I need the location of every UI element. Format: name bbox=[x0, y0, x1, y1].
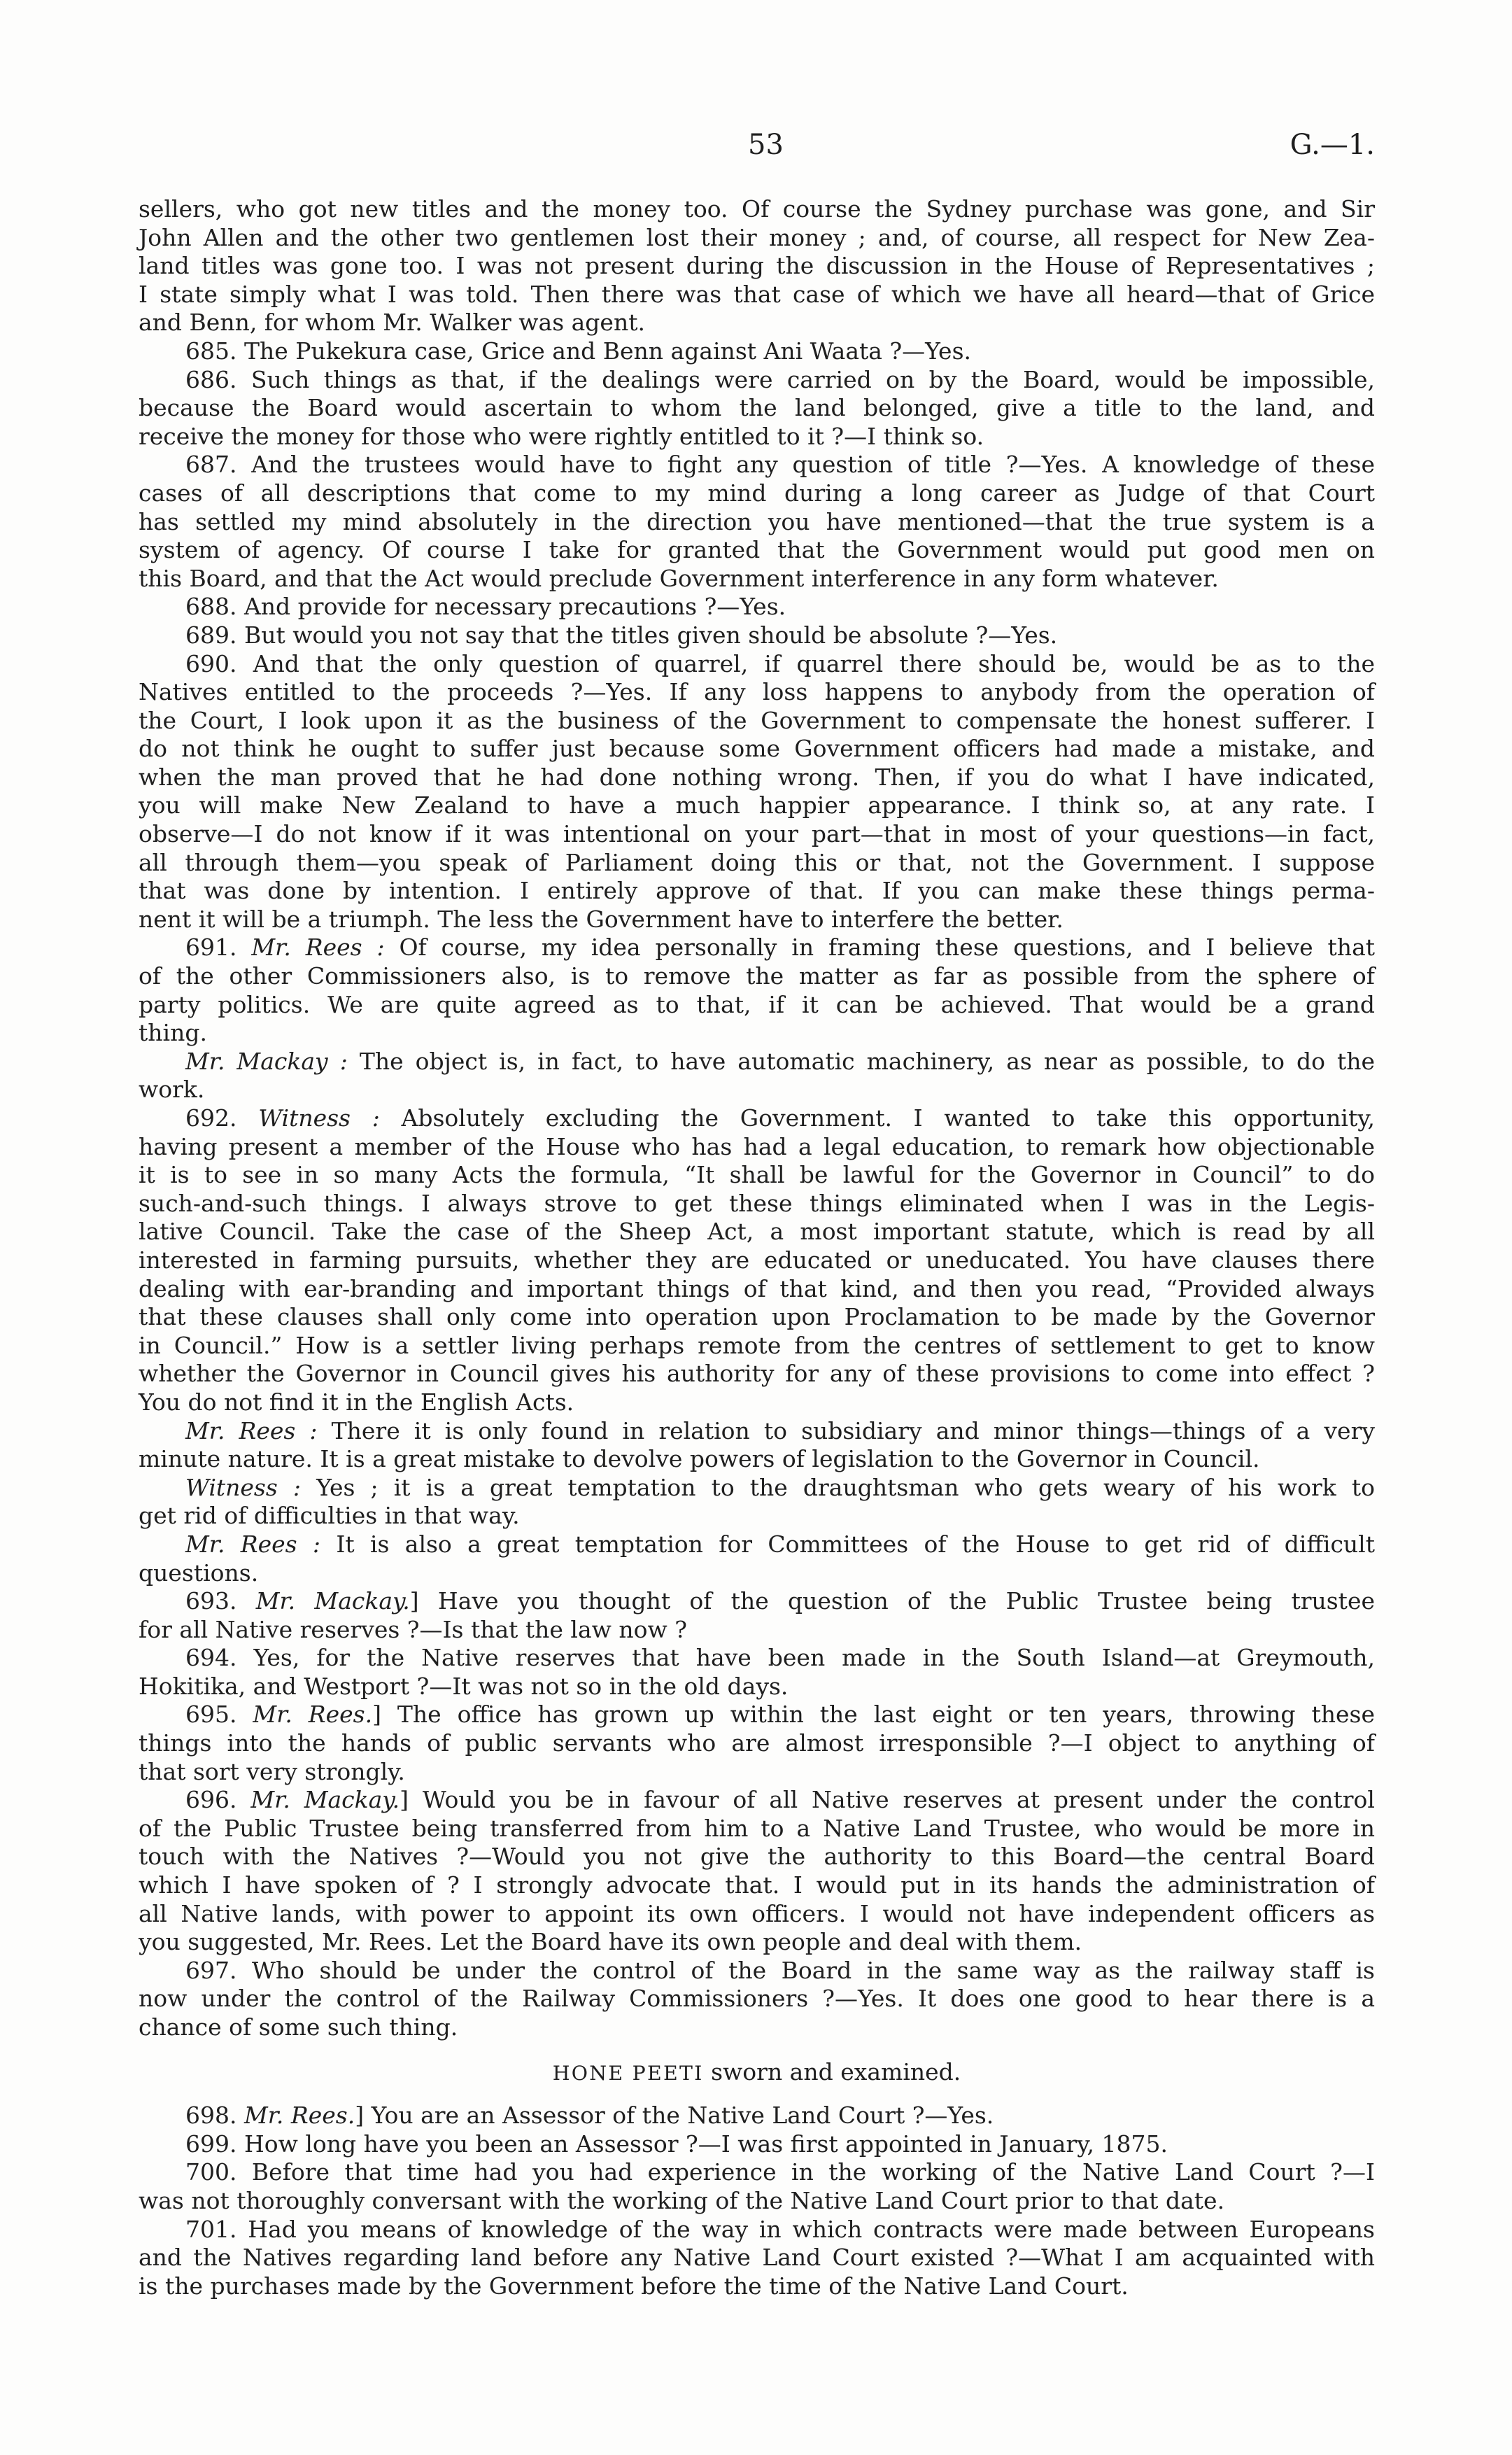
text-line: 694. Yes, for the Native reserves that have been made in the South Island—at Greymouth, bbox=[185, 1644, 1375, 1672]
text-line bbox=[139, 2102, 1375, 2130]
text-segment: ] You are an Assessor of the Native Land Court ?—Yes. bbox=[355, 2102, 994, 2130]
text-line: system of agency. Of course I take for granted that the Government would put good men on bbox=[139, 536, 1375, 564]
text-segment: There it is only found in relation to subsidiary and minor things—things of a very bbox=[317, 1416, 1375, 1444]
paragraph bbox=[139, 2130, 1375, 2159]
text-segment: ] Would you be in favour of all Native reserves at present under the control bbox=[400, 1786, 1375, 1814]
speaker-label: Mr. Rees : bbox=[251, 934, 385, 962]
text-line: thing. bbox=[139, 1019, 207, 1047]
text-line: chance of some such thing. bbox=[139, 2013, 458, 2041]
text-segment: 693. bbox=[185, 1587, 256, 1615]
text-line: that sort very strongly. bbox=[139, 1757, 405, 1785]
document-reference: G.—1. bbox=[1290, 129, 1375, 161]
paragraph bbox=[139, 1644, 1375, 1701]
text-segment: 696. bbox=[185, 1786, 251, 1814]
paragraph bbox=[139, 1417, 1375, 1474]
text-line: party politics. We are quite agreed as to that, if it can be achieved. That would be a grand bbox=[139, 990, 1375, 1018]
paragraph bbox=[139, 1474, 1375, 1531]
text-line: has settled my mind absolutely in the direction you have mentioned—that the true system is a bbox=[139, 507, 1375, 535]
text-line bbox=[139, 1587, 1375, 1616]
paragraph bbox=[139, 337, 1375, 366]
text-line: in Council.” How is a settler living perhaps remote from the centres of settlement to get to know bbox=[139, 1331, 1375, 1359]
text-line: 689. But would you not say that the titles given should be absolute ?—Yes. bbox=[185, 621, 1058, 649]
paragraph bbox=[139, 1104, 1375, 1417]
text-line bbox=[139, 1474, 1375, 1503]
text-segment: ] The office has grown up within the last eight or ten years, throwing these bbox=[372, 1701, 1375, 1729]
text-line: the Court, I look upon it as the business of the Government to compensate the honest sufferer. I bbox=[139, 706, 1375, 734]
text-segment: It is also a great temptation for Committees of the House to get rid of difficult bbox=[320, 1530, 1375, 1558]
text-line: now under the control of the Railway Commissioners ?—Yes. It does one good to hear there is a bbox=[139, 1985, 1375, 2013]
text-line: things into the hands of public servants who are almost irresponsible ?—I object to anything of bbox=[139, 1729, 1375, 1757]
paragraph bbox=[139, 195, 1375, 337]
paragraph bbox=[139, 593, 1375, 621]
text-line: you suggested, Mr. Rees. Let the Board have its own people and deal with them. bbox=[139, 1928, 1082, 1956]
text-segment: The object is, in fact, to have automatic machinery, as near as possible, to do the bbox=[347, 1047, 1375, 1075]
text-line: whether the Governor in Council gives his authority for any of these provisions to come into effect ? bbox=[139, 1360, 1375, 1388]
text-line: of the other Commissioners also, is to remove the matter as far as possible from the sphere of bbox=[139, 962, 1375, 990]
text-line: you will make New Zealand to have a much happier appearance. I think so, at any rate. I bbox=[139, 792, 1375, 819]
page-number: 53 bbox=[748, 129, 784, 161]
text-line: minute nature. It is a great mistake to devolve powers of legislation to the Governor in Council. bbox=[139, 1445, 1260, 1473]
text-line: which I have spoken of ? I strongly advocate that. I would put in its hands the administration of bbox=[139, 1871, 1375, 1899]
text-line: all Native lands, with power to appoint its own officers. I would not have independent officers as bbox=[139, 1899, 1375, 1927]
paragraph bbox=[139, 2216, 1375, 2301]
text-line bbox=[139, 1048, 1375, 1076]
speaker-label: Mr. Rees. bbox=[253, 1701, 373, 1729]
paragraph bbox=[139, 1701, 1375, 1786]
text-line: all through them—you speak of Parliament doing this or that, not the Government. I suppose bbox=[139, 848, 1375, 876]
text-line: that these clauses shall only come into operation upon Proclamation to be made by the Governor bbox=[139, 1303, 1375, 1331]
text-line: such-and-such things. I always strove to get these things eliminated when I was in the Legis- bbox=[139, 1189, 1375, 1217]
text-line bbox=[139, 1104, 1375, 1133]
text-line: receive the money for those who were rightly entitled to it ?—I think so. bbox=[139, 422, 984, 450]
text-line: You do not find it in the English Acts. bbox=[139, 1388, 574, 1416]
text-line: touch with the Natives ?—Would you not give the authority to this Board—the central Board bbox=[139, 1843, 1375, 1871]
paragraph bbox=[139, 2102, 1375, 2130]
text-segment: ] Have you thought of the question of the Public Trustee being trustee bbox=[409, 1587, 1375, 1615]
text-line: observe—I do not know if it was intentional on your part—that in most of your questions—in fact, bbox=[139, 820, 1375, 848]
speaker-label: Mr. Rees : bbox=[185, 1416, 318, 1444]
text-line: is the purchases made by the Government before the time of the Native Land Court. bbox=[139, 2272, 1129, 2300]
text-line bbox=[139, 1701, 1375, 1729]
text-line: 686. Such things as that, if the dealings were carried on by the Board, would be impossible, bbox=[185, 365, 1375, 393]
text-line bbox=[139, 934, 1375, 962]
text-segment: 695. bbox=[185, 1701, 253, 1729]
text-line: it is to see in so many Acts the formula, “It shall be lawful for the Governor in Council” to do bbox=[139, 1161, 1375, 1189]
text-line: get rid of difficulties in that way. bbox=[139, 1502, 520, 1530]
text-line: 699. How long have you been an Assessor ?—I was first appointed in January, 1875. bbox=[185, 2130, 1168, 2158]
text-line: 687. And the trustees would have to fight any question of title ?—Yes. A knowledge of these bbox=[185, 451, 1375, 479]
speaker-label: Mr. Mackay : bbox=[185, 1047, 348, 1075]
text-line bbox=[139, 1531, 1375, 1559]
speaker-label: Mr. Mackay. bbox=[255, 1587, 410, 1615]
text-segment: Absolutely excluding the Government. I wanted to take this opportunity, bbox=[379, 1104, 1375, 1132]
text-line: was not thoroughly conversant with the working of the Native Land Court prior to that date. bbox=[139, 2186, 1225, 2214]
text-line: work. bbox=[139, 1076, 205, 1104]
speaker-label: Mr. Mackay. bbox=[250, 1786, 400, 1814]
paragraph bbox=[139, 1786, 1375, 1957]
text-line: because the Board would ascertain to whom the land belonged, give a title to the land, and bbox=[139, 394, 1375, 422]
text-line: interested in farming pursuits, whether they are educated or uneducated. You have clauses there bbox=[139, 1246, 1375, 1274]
text-segment: 691. bbox=[185, 934, 252, 962]
text-line: sellers, who got new titles and the money too. Of course the Sydney purchase was gone, and Sir bbox=[139, 195, 1375, 223]
heading-text: sworn and examined. bbox=[703, 2057, 961, 2085]
text-line: lative Council. Take the case of the Sheep Act, a most important statute, which is read by all bbox=[139, 1218, 1375, 1246]
text-line: do not think he ought to suffer just because some Government officers had made a mistake, and bbox=[139, 735, 1375, 763]
text-segment: 692. bbox=[185, 1104, 259, 1132]
paragraph bbox=[139, 1531, 1375, 1587]
text-line: 688. And provide for necessary precautions ?—Yes. bbox=[185, 593, 786, 621]
text-line: Natives entitled to the proceeds ?—Yes. If any loss happens to anybody from the operation of bbox=[139, 678, 1375, 706]
document-body bbox=[139, 195, 1375, 2300]
paragraph bbox=[139, 1587, 1375, 1644]
witness-name: HONE PEETI bbox=[552, 2061, 704, 2085]
witness-heading bbox=[139, 2058, 1375, 2088]
text-line: 685. The Pukekura case, Grice and Benn against Ani Waata ?—Yes. bbox=[185, 337, 972, 365]
text-line: that was done by intention. I entirely approve of that. If you can make these things perma- bbox=[139, 877, 1375, 905]
text-line: Hokitika, and Westport ?—It was not so in the old days. bbox=[139, 1672, 789, 1700]
text-line: 697. Who should be under the control of the Board in the same way as the railway staff is bbox=[185, 1956, 1375, 1984]
speaker-label: Mr. Rees. bbox=[243, 2102, 355, 2130]
text-line: land titles was gone too. I was not present during the discussion in the House of Representatives ; bbox=[139, 252, 1375, 280]
text-line bbox=[139, 1417, 1375, 1446]
text-line: cases of all descriptions that come to my mind during a long career as Judge of that Court bbox=[139, 479, 1375, 507]
text-segment: Yes ; it is a great temptation to the draughtsman who gets weary of his work to bbox=[301, 1473, 1376, 1501]
text-line: I state simply what I was told. Then there was that case of which we have all heard—that of Grice bbox=[139, 280, 1375, 308]
text-line: when the man proved that he had done nothing wrong. Then, if you do what I have indicated, bbox=[139, 763, 1375, 791]
paragraph bbox=[139, 934, 1375, 1047]
paragraph bbox=[139, 451, 1375, 593]
paragraph bbox=[139, 2158, 1375, 2215]
text-line: for all Native reserves ?—Is that the law now ? bbox=[139, 1615, 687, 1643]
text-segment: 698. bbox=[185, 2102, 244, 2130]
paragraph bbox=[139, 1957, 1375, 2042]
testimony-section bbox=[139, 2058, 1375, 2301]
paragraph bbox=[139, 621, 1375, 650]
text-line: nent it will be a triumph. The less the Government have to interfere the better. bbox=[139, 905, 1064, 933]
text-line: of the Public Trustee being transferred from him to a Native Land Trustee, who would be more in bbox=[139, 1814, 1375, 1842]
speaker-label: Mr. Rees : bbox=[185, 1530, 321, 1558]
text-line: 690. And that the only question of quarrel, if quarrel there should be, would be as to the bbox=[185, 649, 1375, 677]
speaker-label: Witness : bbox=[258, 1104, 380, 1132]
paragraph bbox=[139, 366, 1375, 451]
text-line: dealing with ear-branding and important things of that kind, and then you read, “Provided always bbox=[139, 1274, 1375, 1302]
testimony-section bbox=[139, 195, 1375, 2042]
text-line: 700. Before that time had you had experience in the working of the Native Land Court ?—I bbox=[185, 2158, 1375, 2186]
text-segment: Of course, my idea personally in framing these questions, and I believe that bbox=[384, 934, 1376, 962]
speaker-label: Witness : bbox=[185, 1473, 302, 1501]
paragraph bbox=[139, 1048, 1375, 1104]
text-line: 701. Had you means of knowledge of the way in which contracts were made between Europeans bbox=[185, 2215, 1375, 2243]
text-line: and the Natives regarding land before any Native Land Court existed ?—What I am acquainted with bbox=[139, 2244, 1375, 2272]
text-line: this Board, and that the Act would preclude Government interference in any form whatever. bbox=[139, 564, 1219, 592]
text-line: John Allen and the other two gentlemen lost their money ; and, of course, all respect for New Zea- bbox=[139, 223, 1375, 251]
text-line bbox=[139, 1786, 1375, 1815]
text-line: and Benn, for whom Mr. Walker was agent. bbox=[139, 309, 645, 337]
page-header bbox=[139, 128, 1375, 162]
text-line: questions. bbox=[139, 1559, 259, 1587]
paragraph bbox=[139, 650, 1375, 934]
text-line: having present a member of the House who has had a legal education, to remark how objectionable bbox=[139, 1132, 1375, 1160]
